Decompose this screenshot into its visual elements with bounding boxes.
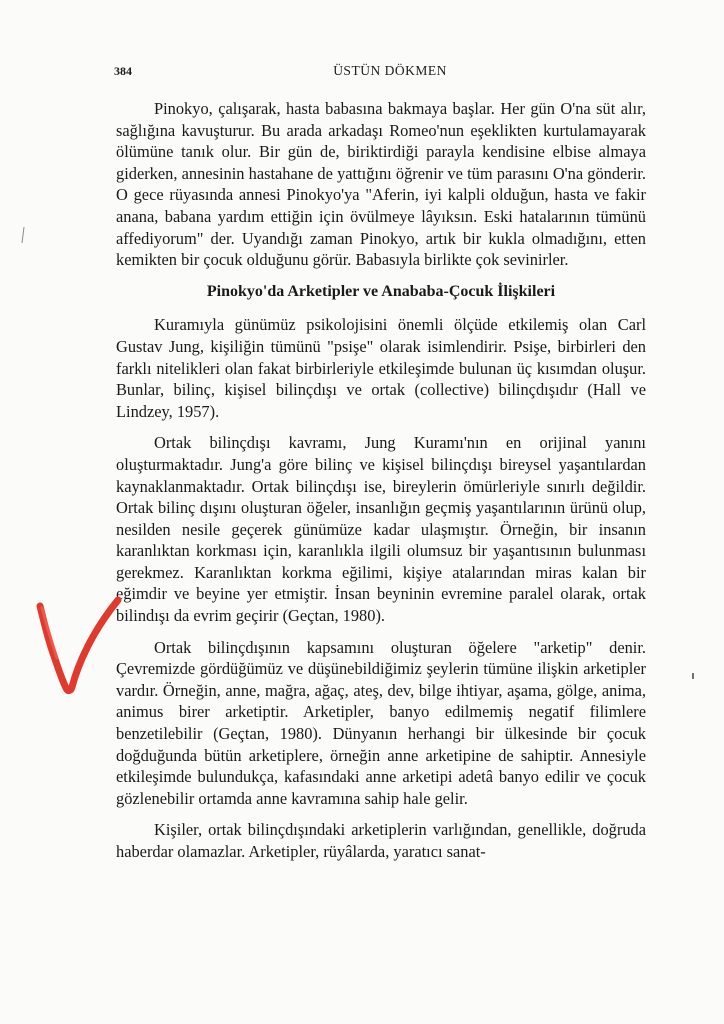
red-check-mark-icon — [20, 592, 130, 702]
pencil-mark-icon — [20, 226, 26, 244]
margin-dot-icon — [690, 672, 696, 680]
paragraph-awareness: Kişiler, ortak bilinçdışındaki arketiplerin varlığından, genellikle, doğruda haberdar olamazlar. Arketipler, rüyâlarda, yaratıcı sanat- — [116, 820, 646, 861]
paragraph-pinokyo-story: Pinokyo, çalışarak, hasta babasına bakmaya başlar. Her gün O'na süt alır, sağlığına kavuşturur. Bu arada arkadaşı Romeo'nun eşeklikten kurtulamayarak ölümüne tanık olur. Bir gün de, biriktirdiği parayla kendisine elbise almaya giderken, annesinin hastahane de yattığını öğrenir ve tüm parasını O'na gönderir. O gece rüyasında annesi Pinokyo'ya "Aferin, iyi kalpli olduğun, hasta ve fakir anana, babana yardım ettiğin için övülmeye lâyıksın. Eski hatalarının tümünü affediyorum" der. Uyandığı zaman Pinokyo, artık bir kukla olmadığını, etten kemikten bir çocuk olduğunu görür. Babasıyla birlikte çok sevinirler. — [116, 99, 646, 270]
section-heading: Pinokyo'da Arketipler ve Anababa-Çocuk İlişkileri — [206, 282, 556, 300]
paragraph-collective-unconscious: Ortak bilinçdışı kavramı, Jung Kuramı'nın en orijinal yanını oluşturmaktadır. Jung'a göre bilinç ve kişisel bilinçdışı bireysel yaşantılardan kaynaklanmaktadır. Ortak bilinçdışı ise, bireylerin ömürleriyle sınırlı değildir. Ortak bilinç dışını oluşturan öğeler, insanlığın geçmiş yaşantılarının ürünü olup, nesilden nesile geçerek günümüze kadar ulaşmıştır. Örneğin, bir insanın karanlıktan korkması için, karanlıkla ilgili olumsuz bir yaşantısının bulunması gerekmez. Karanlıktan korkma eğilimi, kişiye atalarından miras kalan bir eğimdir ve beyine yer etmiştir. İnsan beyninin evremine paralel olarak, ortak bilindışı da evrim geçirir (Geçtan, 1980). — [116, 433, 646, 626]
body-text — [116, 98, 646, 873]
running-title: ÜSTÜN DÖKMEN — [333, 63, 447, 78]
page-number: 384 — [114, 64, 132, 78]
paragraph-jung-psyche: Kuramıyla günümüz psikolojisini önemli ölçüde etkilemiş olan Carl Gustav Jung, kişiliğin tümünü "psişe" olarak isimlendirir. Psişe, birbirleri den farklı nitelikleri olan fakat birbirleriyle etkileşimde bulunan üç kısımdan oluşur. Bunlar, bilinç, kişisel bilinçdışı ve ortak (collective) bilinçdışıdır (Hall ve Lindzey, 1957). — [116, 315, 646, 421]
paragraph-archetypes: Ortak bilinçdışının kapsamını oluşturan öğelere "arketip" denir. Çevremizde gördüğümüz ve düşünebildiğimiz şeylerin tümüne ilişkin arketipler vardır. Örneğin, anne, mağra, ağaç, ateş, dev, bilge ihtiyar, aşama, gölge, anima, animus birer arketiptir. Arketipler, banyo edilmemiş negatif filimlere benzetilebilir (Geçtan, 1980). Dünyanın herhangi bir ülkesinde bir çocuk doğduğunda bütün arketiplere, örneğin anne arketipine de sahiptir. Annesiyle etkileşimde bulundukça, kafasındaki anne arketipi adetâ banyo edilir ve çocuk gözlenebilir ortamda anne kavramına sahip hale gelir. — [116, 637, 646, 808]
